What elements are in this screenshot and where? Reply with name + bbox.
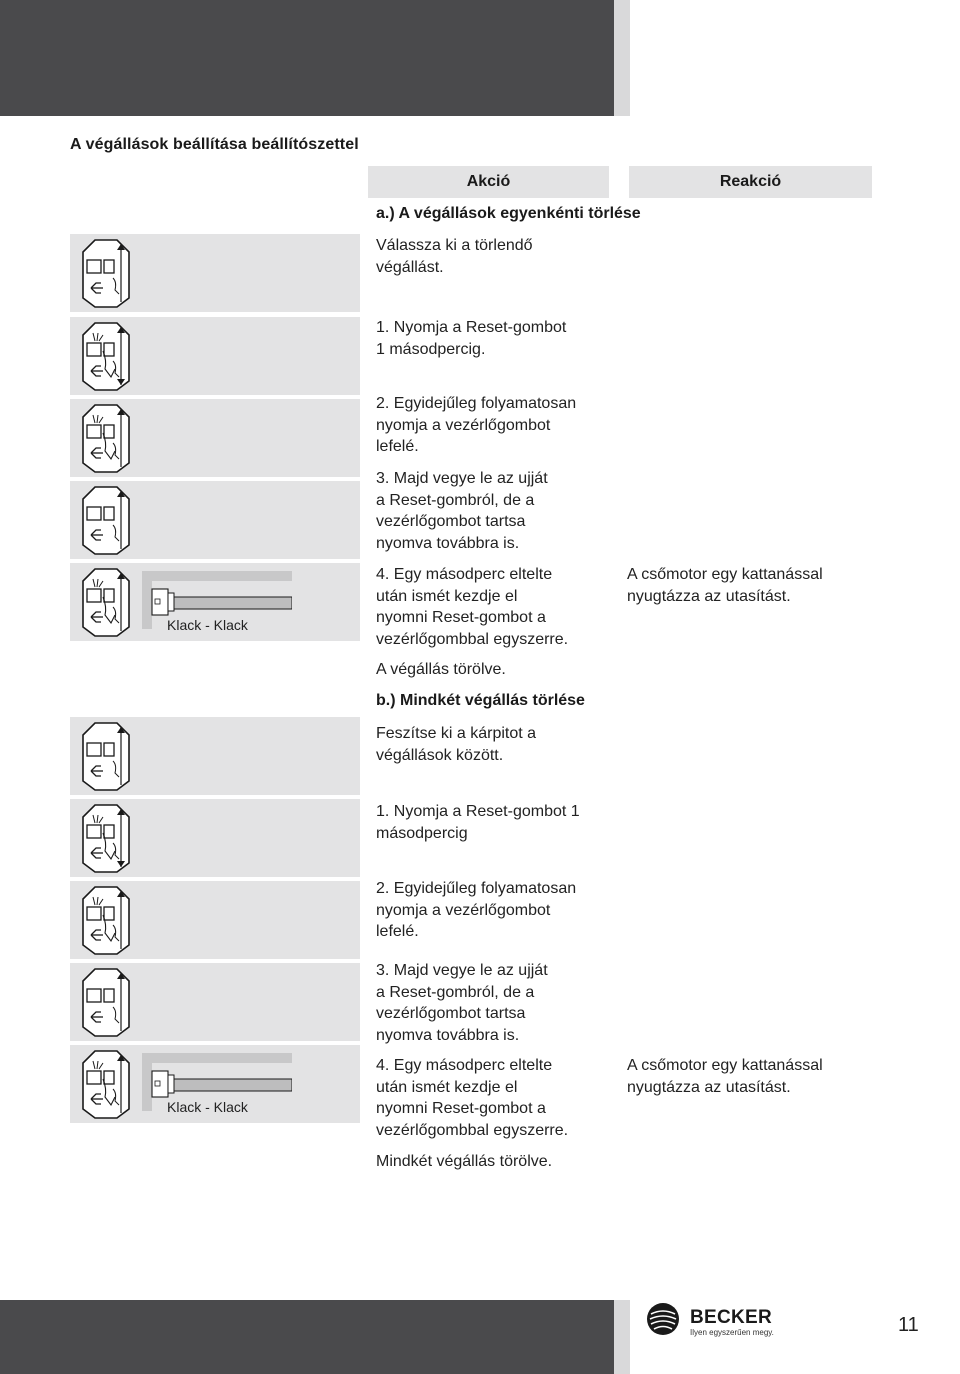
remote-hold-down-icon (81, 967, 131, 1038)
section-a-result: A végállás törölve. (376, 661, 506, 678)
remote-control-icon (81, 238, 131, 309)
remote-reset-press-icon (81, 803, 131, 874)
motor-sound-label: Klack - Klack (167, 1099, 248, 1115)
remote-reset-again-icon (81, 1049, 131, 1120)
section-b-step-0: Feszítse ki a kárpitot a végállások között. (376, 725, 537, 764)
step-illustration-b1 (70, 799, 360, 877)
header-band-edge (614, 0, 630, 116)
remote-reset-press-icon (81, 321, 131, 392)
remote-hold-down-icon (81, 485, 131, 556)
page-number: 11 (898, 1314, 919, 1336)
step-illustration-a0 (70, 234, 360, 312)
step-illustration-a2 (70, 399, 360, 477)
section-a-step-0: Válassza ki a törlendő végállást. (376, 237, 533, 276)
step-illustration-a4 (70, 563, 360, 641)
brand-slogan: Ilyen egyszerűen megy. (690, 1328, 774, 1337)
section-b-step-2: 2. Egyidejűleg folyamatosan nyomja a vezérlőgombot lefelé. (376, 880, 577, 941)
section-a-step-1: 1. Nyomja a Reset-gombot 1 másodpercig. (376, 319, 567, 358)
page-title: A végállások beállítása beállítószettel (70, 136, 359, 153)
becker-logo-icon (646, 1302, 680, 1336)
section-a-title: a.) A végállások egyenkénti törlése (376, 205, 641, 222)
step-illustration-a1 (70, 317, 360, 395)
section-b-step-3: 3. Majd vegye le az ujját a Reset-gombról, de a vezérlőgombot tartsa nyomva továbbra is. (376, 962, 548, 1045)
section-b-step-4: 4. Egy másodperc eltelte után ismét kezdje el nyomni Reset-gombot a vezérlőgombbal egyszerre. (376, 1057, 569, 1140)
step-illustration-b2 (70, 881, 360, 959)
section-a-step-3: 3. Majd vegye le az ujját a Reset-gombról, de a vezérlőgombot tartsa nyomva továbbra is. (376, 470, 548, 553)
section-b-result: Mindkét végállás törölve. (376, 1153, 553, 1170)
section-b-reaction: A csőmotor egy kattanással nyugtázza az utasítást. (627, 1057, 823, 1096)
remote-reset-down-icon (81, 403, 131, 474)
brand-name: BECKER (690, 1307, 773, 1328)
remote-reset-down-icon (81, 885, 131, 956)
column-header-reaction: Reakció (629, 166, 872, 198)
footer-band (0, 1300, 614, 1374)
column-header-action: Akció (368, 166, 609, 198)
section-b-title: b.) Mindkét végállás törlése (376, 692, 585, 709)
footer-band-edge (614, 1300, 630, 1374)
motor-sound-label: Klack - Klack (167, 617, 248, 633)
step-illustration-b3 (70, 963, 360, 1041)
header-band (0, 0, 614, 116)
section-a-step-4: 4. Egy másodperc eltelte után ismét kezdje el nyomni Reset-gombot a vezérlőgombbal egyszerre. (376, 566, 569, 649)
step-illustration-b0 (70, 717, 360, 795)
section-a-step-2: 2. Egyidejűleg folyamatosan nyomja a vezérlőgombot lefelé. (376, 395, 577, 456)
remote-control-icon (81, 721, 131, 792)
remote-reset-again-icon (81, 567, 131, 638)
step-illustration-b4 (70, 1045, 360, 1123)
section-a-reaction: A csőmotor egy kattanással nyugtázza az utasítást. (627, 566, 823, 605)
step-illustration-a3 (70, 481, 360, 559)
section-b-step-1: 1. Nyomja a Reset-gombot 1 másodpercig (376, 803, 580, 842)
